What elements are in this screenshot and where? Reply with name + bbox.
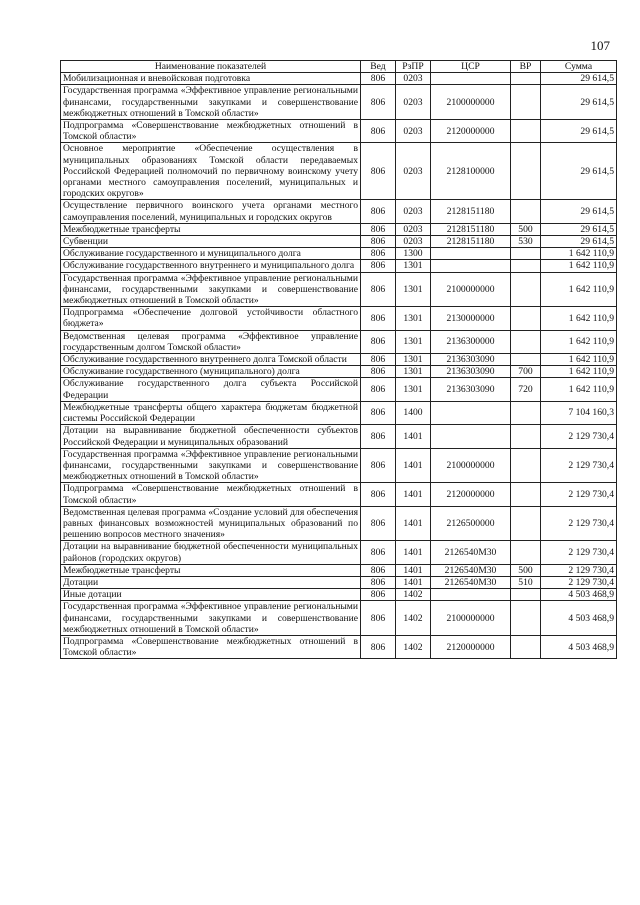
table-row: [61, 483, 617, 506]
cell-csr: 2128151180: [431, 236, 511, 248]
cell-name: Государственная программа «Эффективное управление региональными финансами, государственными закупками и совершенствование межбюджетных отношений в Томской области»: [61, 601, 361, 636]
cell-vr: [511, 589, 541, 601]
table-row: [61, 85, 617, 120]
cell-vr: [511, 330, 541, 353]
cell-csr: 2136303090: [431, 366, 511, 378]
cell-sum: 2 129 730,4: [541, 506, 617, 541]
table-row: [61, 366, 617, 378]
cell-rzpr: 1301: [396, 260, 431, 272]
cell-ved: 806: [361, 272, 396, 307]
cell-csr: 2136303090: [431, 378, 511, 401]
cell-sum: 4 503 468,9: [541, 589, 617, 601]
cell-csr: 2128151180: [431, 200, 511, 223]
table-row: [61, 601, 617, 636]
cell-ved: 806: [361, 73, 396, 85]
table-body: [61, 73, 617, 659]
cell-ved: 806: [361, 223, 396, 235]
cell-ved: 806: [361, 143, 396, 200]
cell-sum: 29 614,5: [541, 120, 617, 143]
cell-sum: 29 614,5: [541, 143, 617, 200]
cell-vr: 530: [511, 236, 541, 248]
table-row: [61, 425, 617, 448]
cell-name: Государственная программа «Эффективное управление региональными финансами, государственными закупками и совершенствование межбюджетных отношений в Томской области»: [61, 272, 361, 307]
cell-csr: 2130000000: [431, 307, 511, 330]
cell-ved: 806: [361, 589, 396, 601]
table-row: [61, 260, 617, 272]
cell-name: Межбюджетные трансферты общего характера бюджетам бюджетной системы Российской Федерации: [61, 401, 361, 424]
cell-sum: 4 503 468,9: [541, 635, 617, 658]
cell-csr: [431, 260, 511, 272]
cell-rzpr: 1401: [396, 541, 431, 564]
cell-csr: [431, 401, 511, 424]
cell-csr: 2136300000: [431, 330, 511, 353]
cell-ved: 806: [361, 248, 396, 260]
table-row: [61, 541, 617, 564]
cell-rzpr: 1401: [396, 448, 431, 483]
cell-vr: 500: [511, 564, 541, 576]
cell-sum: 2 129 730,4: [541, 564, 617, 576]
cell-ved: 806: [361, 260, 396, 272]
cell-name: Мобилизационная и вневойсковая подготовка: [61, 73, 361, 85]
cell-vr: [511, 307, 541, 330]
table-row: [61, 330, 617, 353]
cell-sum: 29 614,5: [541, 85, 617, 120]
cell-csr: 2100000000: [431, 85, 511, 120]
cell-name: Межбюджетные трансферты: [61, 223, 361, 235]
cell-rzpr: 1401: [396, 483, 431, 506]
table-row: [61, 401, 617, 424]
cell-csr: 2100000000: [431, 448, 511, 483]
cell-csr: 2100000000: [431, 272, 511, 307]
table-row: [61, 272, 617, 307]
cell-rzpr: 0203: [396, 236, 431, 248]
header-sum: Сумма: [541, 61, 617, 73]
cell-ved: 806: [361, 506, 396, 541]
cell-ved: 806: [361, 354, 396, 366]
cell-sum: 1 642 110,9: [541, 307, 617, 330]
cell-name: Обслуживание государственного (муниципального) долга: [61, 366, 361, 378]
cell-ved: 806: [361, 601, 396, 636]
cell-rzpr: 1402: [396, 601, 431, 636]
header-rzpr: РзПР: [396, 61, 431, 73]
cell-rzpr: 1401: [396, 564, 431, 576]
cell-name: Субвенции: [61, 236, 361, 248]
table-row: [61, 236, 617, 248]
cell-name: Дотации на выравнивание бюджетной обеспеченности муниципальных районов (городских округов): [61, 541, 361, 564]
cell-vr: [511, 541, 541, 564]
cell-csr: 2128100000: [431, 143, 511, 200]
cell-rzpr: 1301: [396, 366, 431, 378]
cell-rzpr: 1301: [396, 272, 431, 307]
cell-sum: 1 642 110,9: [541, 248, 617, 260]
cell-csr: [431, 248, 511, 260]
cell-vr: [511, 354, 541, 366]
cell-name: Ведомственная целевая программа «Эффективное управление государственным долгом Томской области»: [61, 330, 361, 353]
cell-vr: [511, 272, 541, 307]
cell-sum: 1 642 110,9: [541, 330, 617, 353]
cell-vr: [511, 200, 541, 223]
cell-csr: 2128151180: [431, 223, 511, 235]
cell-name: Ведомственная целевая программа «Создание условий для обеспечения равных финансовых возможностей муниципальных образований по решению вопросов местного значения»: [61, 506, 361, 541]
table-row: [61, 223, 617, 235]
cell-name: Подпрограмма «Совершенствование межбюджетных отношений в Томской области»: [61, 483, 361, 506]
cell-sum: 2 129 730,4: [541, 541, 617, 564]
cell-vr: [511, 506, 541, 541]
cell-rzpr: 0203: [396, 85, 431, 120]
table-row: [61, 120, 617, 143]
cell-name: Обслуживание государственного внутреннего и муниципального долга: [61, 260, 361, 272]
cell-name: Обслуживание государственного и муниципального долга: [61, 248, 361, 260]
cell-vr: [511, 425, 541, 448]
cell-rzpr: 0203: [396, 143, 431, 200]
budget-table: [60, 60, 617, 659]
cell-sum: 29 614,5: [541, 73, 617, 85]
cell-name: Государственная программа «Эффективное управление региональными финансами, государственными закупками и совершенствование межбюджетных отношений в Томской области»: [61, 85, 361, 120]
page-number: 107: [590, 38, 610, 53]
cell-csr: 2120000000: [431, 483, 511, 506]
cell-csr: [431, 73, 511, 85]
cell-name: Государственная программа «Эффективное управление региональными финансами, государственными закупками и совершенствование межбюджетных отношений в Томской области»: [61, 448, 361, 483]
cell-name: Обслуживание государственного внутреннего долга Томской области: [61, 354, 361, 366]
cell-sum: 2 129 730,4: [541, 425, 617, 448]
cell-rzpr: 0203: [396, 223, 431, 235]
header-ved: Вед: [361, 61, 396, 73]
cell-sum: 2 129 730,4: [541, 483, 617, 506]
table-row: [61, 248, 617, 260]
cell-csr: 2120000000: [431, 635, 511, 658]
cell-name: Осуществление первичного воинского учета органами местного самоуправления поселений, муниципальных и городских округов: [61, 200, 361, 223]
cell-ved: 806: [361, 635, 396, 658]
cell-rzpr: 1402: [396, 635, 431, 658]
header-csr: ЦСР: [431, 61, 511, 73]
cell-vr: 510: [511, 576, 541, 588]
cell-ved: 806: [361, 564, 396, 576]
header-vr: ВР: [511, 61, 541, 73]
cell-ved: 806: [361, 366, 396, 378]
cell-vr: [511, 448, 541, 483]
cell-ved: 806: [361, 576, 396, 588]
cell-ved: 806: [361, 378, 396, 401]
cell-name: Подпрограмма «Совершенствование межбюджетных отношений в Томской области»: [61, 120, 361, 143]
cell-ved: 806: [361, 425, 396, 448]
table-row: [61, 143, 617, 200]
header-name: Наименование показателей: [61, 61, 361, 73]
cell-rzpr: 1401: [396, 506, 431, 541]
cell-vr: [511, 601, 541, 636]
cell-sum: 1 642 110,9: [541, 260, 617, 272]
cell-vr: [511, 85, 541, 120]
cell-vr: [511, 73, 541, 85]
cell-name: Подпрограмма «Совершенствование межбюджетных отношений в Томской области»: [61, 635, 361, 658]
table-row: [61, 448, 617, 483]
cell-rzpr: 1301: [396, 378, 431, 401]
cell-ved: 806: [361, 236, 396, 248]
cell-rzpr: 0203: [396, 73, 431, 85]
cell-rzpr: 1301: [396, 307, 431, 330]
cell-rzpr: 0203: [396, 120, 431, 143]
table-row: [61, 589, 617, 601]
table-row: [61, 200, 617, 223]
cell-sum: 1 642 110,9: [541, 366, 617, 378]
cell-vr: [511, 401, 541, 424]
cell-name: Обслуживание государственного долга субъекта Российской Федерации: [61, 378, 361, 401]
table-row: [61, 576, 617, 588]
cell-rzpr: 1401: [396, 425, 431, 448]
table-row: [61, 73, 617, 85]
cell-name: Межбюджетные трансферты: [61, 564, 361, 576]
cell-vr: 500: [511, 223, 541, 235]
cell-rzpr: 1300: [396, 248, 431, 260]
cell-rzpr: 1400: [396, 401, 431, 424]
cell-csr: 2136303090: [431, 354, 511, 366]
cell-csr: [431, 425, 511, 448]
cell-sum: 7 104 160,3: [541, 401, 617, 424]
cell-csr: 2120000000: [431, 120, 511, 143]
cell-vr: [511, 120, 541, 143]
cell-ved: 806: [361, 120, 396, 143]
cell-name: Подпрограмма «Обеспечение долговой устойчивости областного бюджета»: [61, 307, 361, 330]
cell-name: Дотации: [61, 576, 361, 588]
cell-vr: [511, 143, 541, 200]
cell-csr: 2126540М30: [431, 576, 511, 588]
cell-rzpr: 1301: [396, 354, 431, 366]
table-row: [61, 635, 617, 658]
table-row: [61, 378, 617, 401]
cell-rzpr: 0203: [396, 200, 431, 223]
table-header-row: [61, 61, 617, 73]
cell-rzpr: 1401: [396, 576, 431, 588]
cell-ved: 806: [361, 401, 396, 424]
cell-ved: 806: [361, 307, 396, 330]
cell-vr: [511, 483, 541, 506]
cell-csr: [431, 589, 511, 601]
cell-ved: 806: [361, 85, 396, 120]
cell-csr: 2126540М30: [431, 541, 511, 564]
cell-sum: 1 642 110,9: [541, 378, 617, 401]
cell-vr: [511, 635, 541, 658]
cell-sum: 1 642 110,9: [541, 354, 617, 366]
cell-name: Основное мероприятие «Обеспечение осуществления в муниципальных образованиях Томской области передаваемых Российской Федерацией полномочий по первичному воинскому учету органами местного самоуправления поселений, муниципальных и городских округов»: [61, 143, 361, 200]
cell-sum: 4 503 468,9: [541, 601, 617, 636]
cell-ved: 806: [361, 483, 396, 506]
cell-vr: [511, 260, 541, 272]
cell-name: Иные дотации: [61, 589, 361, 601]
cell-csr: 2126500000: [431, 506, 511, 541]
cell-ved: 806: [361, 200, 396, 223]
cell-ved: 806: [361, 330, 396, 353]
cell-sum: 2 129 730,4: [541, 448, 617, 483]
cell-sum: 29 614,5: [541, 200, 617, 223]
cell-sum: 2 129 730,4: [541, 576, 617, 588]
cell-sum: 29 614,5: [541, 236, 617, 248]
table-row: [61, 564, 617, 576]
cell-sum: 1 642 110,9: [541, 272, 617, 307]
cell-csr: 2126540М30: [431, 564, 511, 576]
table-row: [61, 354, 617, 366]
cell-ved: 806: [361, 448, 396, 483]
cell-name: Дотации на выравнивание бюджетной обеспеченности субъектов Российской Федерации и муниципальных образований: [61, 425, 361, 448]
table-row: [61, 307, 617, 330]
cell-vr: 700: [511, 366, 541, 378]
cell-ved: 806: [361, 541, 396, 564]
cell-vr: [511, 248, 541, 260]
cell-rzpr: 1301: [396, 330, 431, 353]
cell-csr: 2100000000: [431, 601, 511, 636]
cell-vr: 720: [511, 378, 541, 401]
cell-rzpr: 1402: [396, 589, 431, 601]
table-row: [61, 506, 617, 541]
cell-sum: 29 614,5: [541, 223, 617, 235]
